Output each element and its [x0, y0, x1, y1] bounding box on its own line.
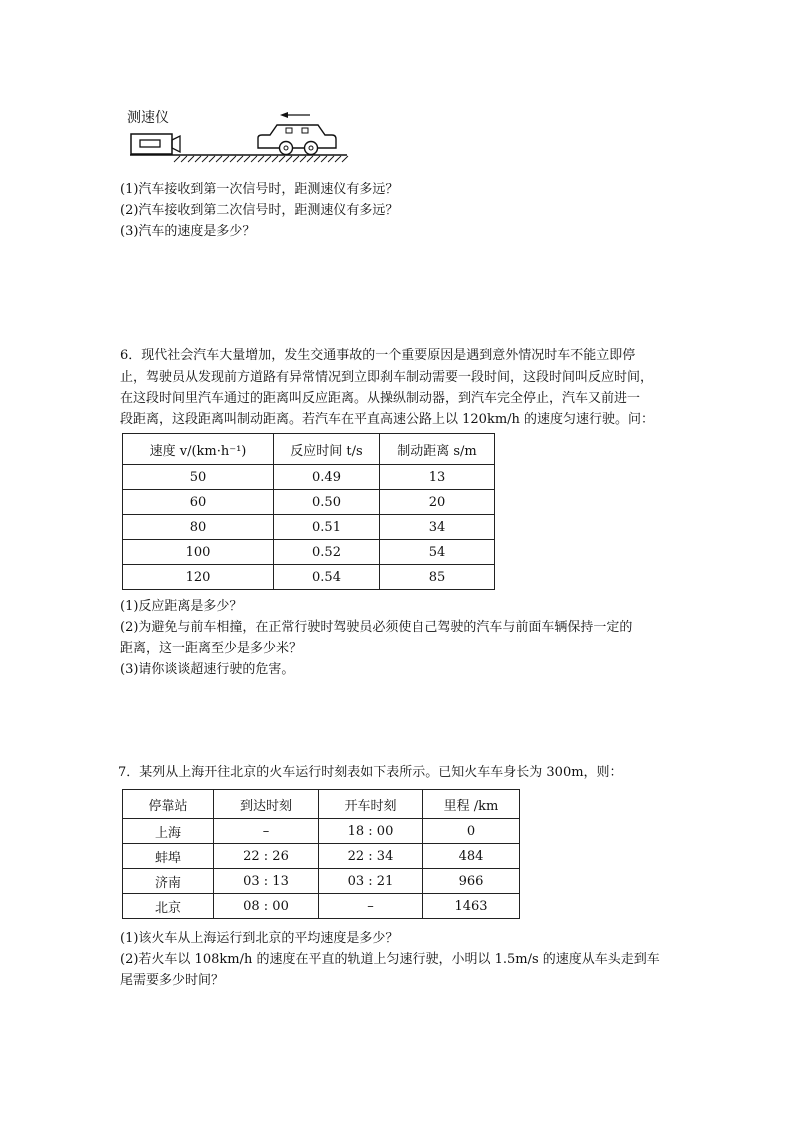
- car-wheel-front: [280, 142, 293, 155]
- q5-item-1: (1)汽车接收到第一次信号时，距测速仪有多远？: [120, 182, 399, 197]
- speed-gun-label: 测速仪: [127, 110, 169, 126]
- header-reaction-time: 反应时间 t/s: [274, 434, 380, 465]
- cell: 蚌埠: [123, 844, 214, 869]
- cell: 85: [380, 565, 495, 590]
- cell: 0.49: [274, 465, 380, 490]
- header-distance: 里程 /km: [423, 790, 520, 819]
- cell: 60: [123, 490, 274, 515]
- q6-para-line-3: 在这段时间里汽车通过的距离叫反应距离。从操纵制动器，到汽车完全停止，汽车又前进一: [120, 391, 641, 406]
- cell: 484: [423, 844, 520, 869]
- table-row: [123, 515, 495, 540]
- car-wheel-rear: [305, 142, 318, 155]
- table-row: [123, 540, 495, 565]
- figure-speed-gun: [120, 100, 360, 170]
- cell: 03 : 13: [214, 869, 319, 894]
- cell: 08 : 00: [214, 894, 319, 919]
- q6-para-line-4: 段距离，这段距离叫制动距离。若汽车在平直高速公路上以 120km/h 的速度匀速行驶。问：: [120, 412, 655, 427]
- q5-item-3: (3)汽车的速度是多少？: [120, 224, 256, 239]
- speed-gun-car-diagram: [120, 100, 360, 170]
- table-row: [123, 565, 495, 590]
- q6-item-1: (1)反应距离是多少？: [120, 599, 243, 614]
- cell: 80: [123, 515, 274, 540]
- table-header-row: [123, 790, 520, 819]
- cell: 北京: [123, 894, 214, 919]
- cell: 50: [123, 465, 274, 490]
- header-speed: 速度 v/(km·h⁻¹): [123, 434, 274, 465]
- table-row: [123, 819, 520, 844]
- table-row: [123, 490, 495, 515]
- table-row: [123, 844, 520, 869]
- q7-item-1: (1)该火车从上海运行到北京的平均速度是多少？: [120, 931, 399, 946]
- cell: 22 : 26: [214, 844, 319, 869]
- car: [258, 125, 336, 148]
- cell: 0.52: [274, 540, 380, 565]
- header-braking-distance: 制动距离 s/m: [380, 434, 495, 465]
- cell: 0.51: [274, 515, 380, 540]
- cell: 54: [380, 540, 495, 565]
- table-row: [123, 894, 520, 919]
- header-station: 停靠站: [123, 790, 214, 819]
- q6-item-2: (2)为避免与前车相撞，在正常行驶时驾驶员必须使自己驾驶的汽车与前面车辆保持一定的: [120, 620, 633, 635]
- q7-item-2: (2)若火车以 108km/h 的速度在平直的轨道上匀速行驶，小明以 1.5m/s 的速度从车头走到车: [120, 952, 660, 967]
- cell: 0: [423, 819, 520, 844]
- cell: –: [214, 819, 319, 844]
- cell: 966: [423, 869, 520, 894]
- q6-item-3: (3)请你谈谈超速行驶的危害。: [120, 662, 295, 677]
- q7-table: [122, 789, 520, 919]
- cell: 0.54: [274, 565, 380, 590]
- speed-gun-device: [131, 134, 172, 154]
- table-header-row: [123, 434, 495, 465]
- q5-item-2: (2)汽车接收到第二次信号时，距测速仪有多远？: [120, 203, 399, 218]
- cell: 03 : 21: [319, 869, 423, 894]
- cell: 1463: [423, 894, 520, 919]
- cell: 100: [123, 540, 274, 565]
- table-row: [123, 869, 520, 894]
- q7-item-2-cont: 尾需要多少时间？: [120, 973, 225, 988]
- cell: 0.50: [274, 490, 380, 515]
- q6-table: [122, 433, 495, 590]
- cell: 22 : 34: [319, 844, 423, 869]
- q6-item-2-cont: 距离，这一距离至少是多少米？: [120, 641, 303, 656]
- q6-para-line-2: 止，驾驶员从发现前方道路有异常情况到立即刹车制动需要一段时间，这段时间叫反应时间，: [120, 370, 654, 385]
- q7-intro: 7．某列从上海开往北京的火车运行时刻表如下表所示。已知火车车身长为 300m，则：: [118, 765, 623, 780]
- header-arrival: 到达时刻: [214, 790, 319, 819]
- cell: 济南: [123, 869, 214, 894]
- cell: 13: [380, 465, 495, 490]
- cell: 18 : 00: [319, 819, 423, 844]
- cell: 上海: [123, 819, 214, 844]
- cell: –: [319, 894, 423, 919]
- table-row: [123, 465, 495, 490]
- cell: 120: [123, 565, 274, 590]
- header-departure: 开车时刻: [319, 790, 423, 819]
- q6-para-line-1: 6．现代社会汽车大量增加，发生交通事故的一个重要原因是遇到意外情况时车不能立即停: [120, 348, 636, 363]
- cell: 20: [380, 490, 495, 515]
- cell: 34: [380, 515, 495, 540]
